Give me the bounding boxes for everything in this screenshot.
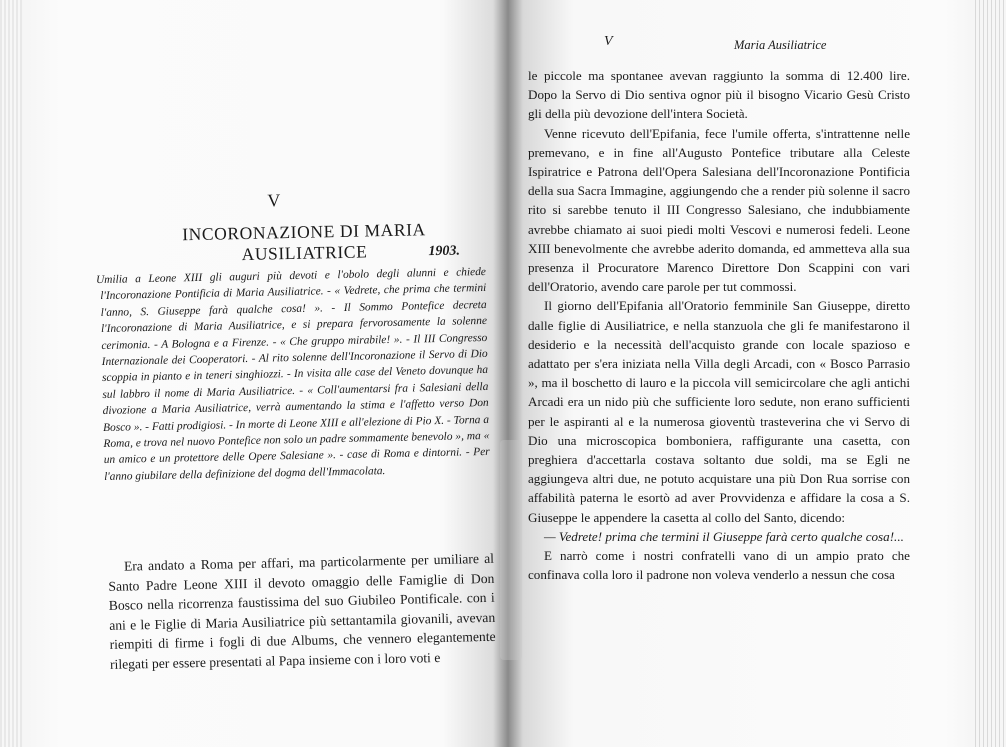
bleed-through-block	[91, 121, 487, 129]
body-text-right	[528, 66, 910, 584]
gutter-shadow	[500, 440, 522, 660]
chapter-year: 1903.	[428, 243, 461, 260]
paragraph: Venne ricevuto dell'Epifania, fece l'umile offerta, s'intrattenne nelle premevano, e in fine all'Augusto Pontefice tributare alla Celeste Ispiratrice e Patrona dell'Opera Salesiana dell'Incoronazione Pontificia della sua Sacra Immagine, aggiungendo che a render più solenne il sacro rito si sarebbe tenuto il III Congresso Salesiano, che indubbiamente avrebbe chiamato ai suoi piedi molti Vescovi e numerosi fedeli. Leone XIII benevolmente che avrebbe aderito domanda, ed ammetteva alla sua presenza il Procuratore Marenco Direttore Don Scappini con vari dell'Oratorio, avendo care parole per tut commossi.	[528, 125, 910, 295]
section-number: V	[267, 190, 282, 211]
chapter-summary: Umilia a Leone XIII gli auguri più devoti e l'obolo degli alunni e chiede l'Incoronazione Pontificia di Maria Ausiliatrice. - « Vedrete, che prima che termini l'anno, S. Giuseppe farà qualche cosa! ». - Il Sommo Pontefice decreta l'Incoronazione di Maria Ausiliatrice, e si prepara fervorosamente la solenne cerimonia. - A Bologna e a Firenze. - « Che gruppo mirabile! ». - Il III Congresso Internazionale dei Cooperatori. - Al rito solenne dell'Incoronazione il Servo di Dio scoppia in pianto e in teneri singhiozzi. - In visita alle case del Veneto dovunque ha sul labbro il nome di Maria Ausiliatrice. - « Coll'aumentarsi fra i Salesiani della divozione a Maria Ausiliatrice, verrà aumentando la stima e l'affetto verso Don Bosco ». - Fatti prodigiosi. - In morte di Leone XIII e all'elezione di Pio X. - Torna a Roma, e trova nel nuovo Pontefice non solo un padre sommamente benevolo », ma « un amico e un protettore delle Opere Salesiane ». - case di Roma e dintorni. - Per l'anno giubilare della definizione del dogma dell'Immacolata.	[95, 265, 490, 483]
bleed-through-text	[169, 36, 469, 42]
page-number: V	[604, 34, 613, 49]
left-page	[88, 0, 500, 747]
paragraph: le piccole ma spontanee avevan raggiunto la somma di 12.400 lire. Dopo la Servo di Dio sentiva ognor più il bisogno Vicario Gesù Cristo gli della più devozione dell'intera Società.	[528, 68, 910, 122]
chapter-title: INCORONAZIONE DI MARIA AUSILIATRICE	[182, 219, 427, 265]
running-head: Maria Ausiliatrice	[734, 38, 827, 52]
paragraph: E narrò come i nostri confratelli vano di un ampio prato che confinava colla loro il padrone non voleva venderlo a nessun che cosa	[528, 548, 910, 583]
paragraph: — Vedrete! prima che termini il Giuseppe farà certo qualche cosa!...	[544, 528, 904, 544]
body-text-left: Era andato a Roma per affari, ma particolarmente per umiliare al Santo Padre Leone XIII il devoto omaggio delle Famiglie di Don Bosco nella ricorrenza faustissima del suo Giubileo Pontificale. con i ani e le Figlie di Maria Ausiliatrice più settantamila giovanili, avevan riempiti di firme i fogli di due Albums, che vennero elegantemente rilegati per essere presentati al Papa insieme con i loro voti e	[108, 550, 496, 672]
bleed-through-block	[89, 56, 485, 64]
left-page-edge	[0, 0, 22, 747]
right-page	[522, 0, 910, 747]
paragraph: Il giorno dell'Epifania all'Oratorio femminile San Giuseppe, diretto dalle figlie di Ausiliatrice, e nella stanzuola che gli fe manifestarono il desiderio e la necessità dell'acquisto grande con locale spazioso e adattato per s'era iniziata nella Villa degli Arcadi, con « Bosco Parrasio », ma il boschetto di lauro e la piccola vill semicircolare che agli antichi Arcadi era un nido più che sufficiente loro sedute, non erano sufficienti per le aspiranti al e la numerosa gioventù trasteverina che vi Servo di Dio una microscopica bomboniera, raffigurante una casetta, con preghiera d'accettarla costava soltanto due soldi, ma se Egli ne aggiungeva altri due, ne potuto acquistare una più Don Rua sorrise con affabilità paterna le esortò ad aver Provvidenza e affidare la cosa a S. Giuseppe le appendere la casetta al collo del Santo, dicendo:	[528, 298, 910, 525]
right-page-edge	[972, 0, 1006, 747]
